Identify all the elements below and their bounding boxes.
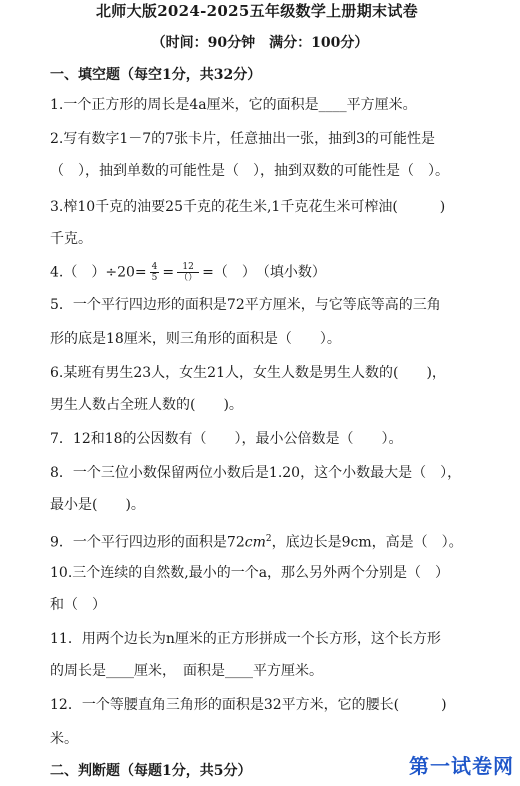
- fraction-numerator: 4: [151, 262, 158, 272]
- doc-title: 北师大版2024-2025五年级数学上册期末试卷: [96, 2, 418, 20]
- fraction-denominator: 5: [151, 273, 158, 283]
- question-6-line-2: 男生人数占全班人数的( )。: [50, 397, 243, 413]
- doc-subtitle: （时间：90分钟 满分：100分）: [151, 35, 369, 51]
- question-12-line-1: 12．一个等腰直角三角形的面积是32平方米，它的腰长( ): [50, 697, 447, 713]
- question-11-line-2: 的周长是____厘米， 面积是____平方厘米。: [50, 663, 323, 679]
- question-3-line-2: 千克。: [50, 231, 92, 247]
- fraction-numerator: 12: [177, 262, 199, 273]
- unit-cm: cm: [244, 534, 266, 551]
- question-6-line-1: 6.某班有男生23人，女生21人，女生人数是男生人数的( )，: [50, 365, 446, 381]
- question-9-prefix: 9．一个平行四边形的面积是72: [50, 534, 245, 551]
- equals-sign: =: [162, 264, 175, 281]
- question-2-line-2: （ ），抽到单数的可能性是（ ），抽到双数的可能性是（ ）。: [50, 163, 449, 179]
- section-heading-true-false: 二、判断题（每题1分，共5分）: [50, 763, 252, 779]
- question-4-prefix: 4.（ ）÷20=: [50, 264, 147, 281]
- section-heading-fill-blank: 一、填空题（每空1分，共32分）: [50, 67, 262, 83]
- question-12-line-2: 米。: [50, 731, 78, 747]
- question-9-suffix: ，底边长是9cm，高是（ ）。: [271, 534, 463, 551]
- question-4: [50, 262, 326, 283]
- unit-exponent: 2: [265, 534, 272, 544]
- watermark-logo: 第一试卷网: [409, 754, 514, 778]
- fraction-12-blank: [177, 262, 199, 283]
- question-7: 7．12和18的公因数有（ ），最小公倍数是（ ）。: [50, 431, 403, 447]
- question-9: [50, 530, 463, 552]
- question-8-line-2: 最小是( )。: [50, 497, 145, 513]
- question-5-line-1: 5．一个平行四边形的面积是72平方厘米，与它等底等高的三角: [50, 297, 441, 313]
- question-3-line-1: 3.榨10千克的油要25千克的花生米,1千克花生米可榨油( ): [50, 199, 446, 215]
- question-10-line-2: 和（ ）: [50, 597, 106, 613]
- question-2-line-1: 2.写有数字1－7的7张卡片，任意抽出一张，抽到3的可能性是: [50, 131, 435, 147]
- question-5-line-2: 形的底是18厘米，则三角形的面积是（ ）。: [50, 331, 341, 347]
- fraction-denominator: （）: [179, 273, 198, 283]
- question-10-line-1: 10.三个连续的自然数,最小的一个a，那么另外两个分别是（ ）: [50, 565, 450, 581]
- question-8-line-1: 8．一个三位小数保留两位小数后是1.20，这个小数最大是（ ），: [50, 465, 462, 481]
- question-11-line-1: 11．用两个边长为n厘米的正方形拼成一个长方形，这个长方形: [50, 631, 441, 647]
- question-4-suffix: =（ ） （填小数）: [202, 264, 326, 281]
- fraction-4-5: [150, 262, 160, 283]
- question-1: 1.一个正方形的周长是4a厘米，它的面积是____平方厘米。: [50, 97, 417, 113]
